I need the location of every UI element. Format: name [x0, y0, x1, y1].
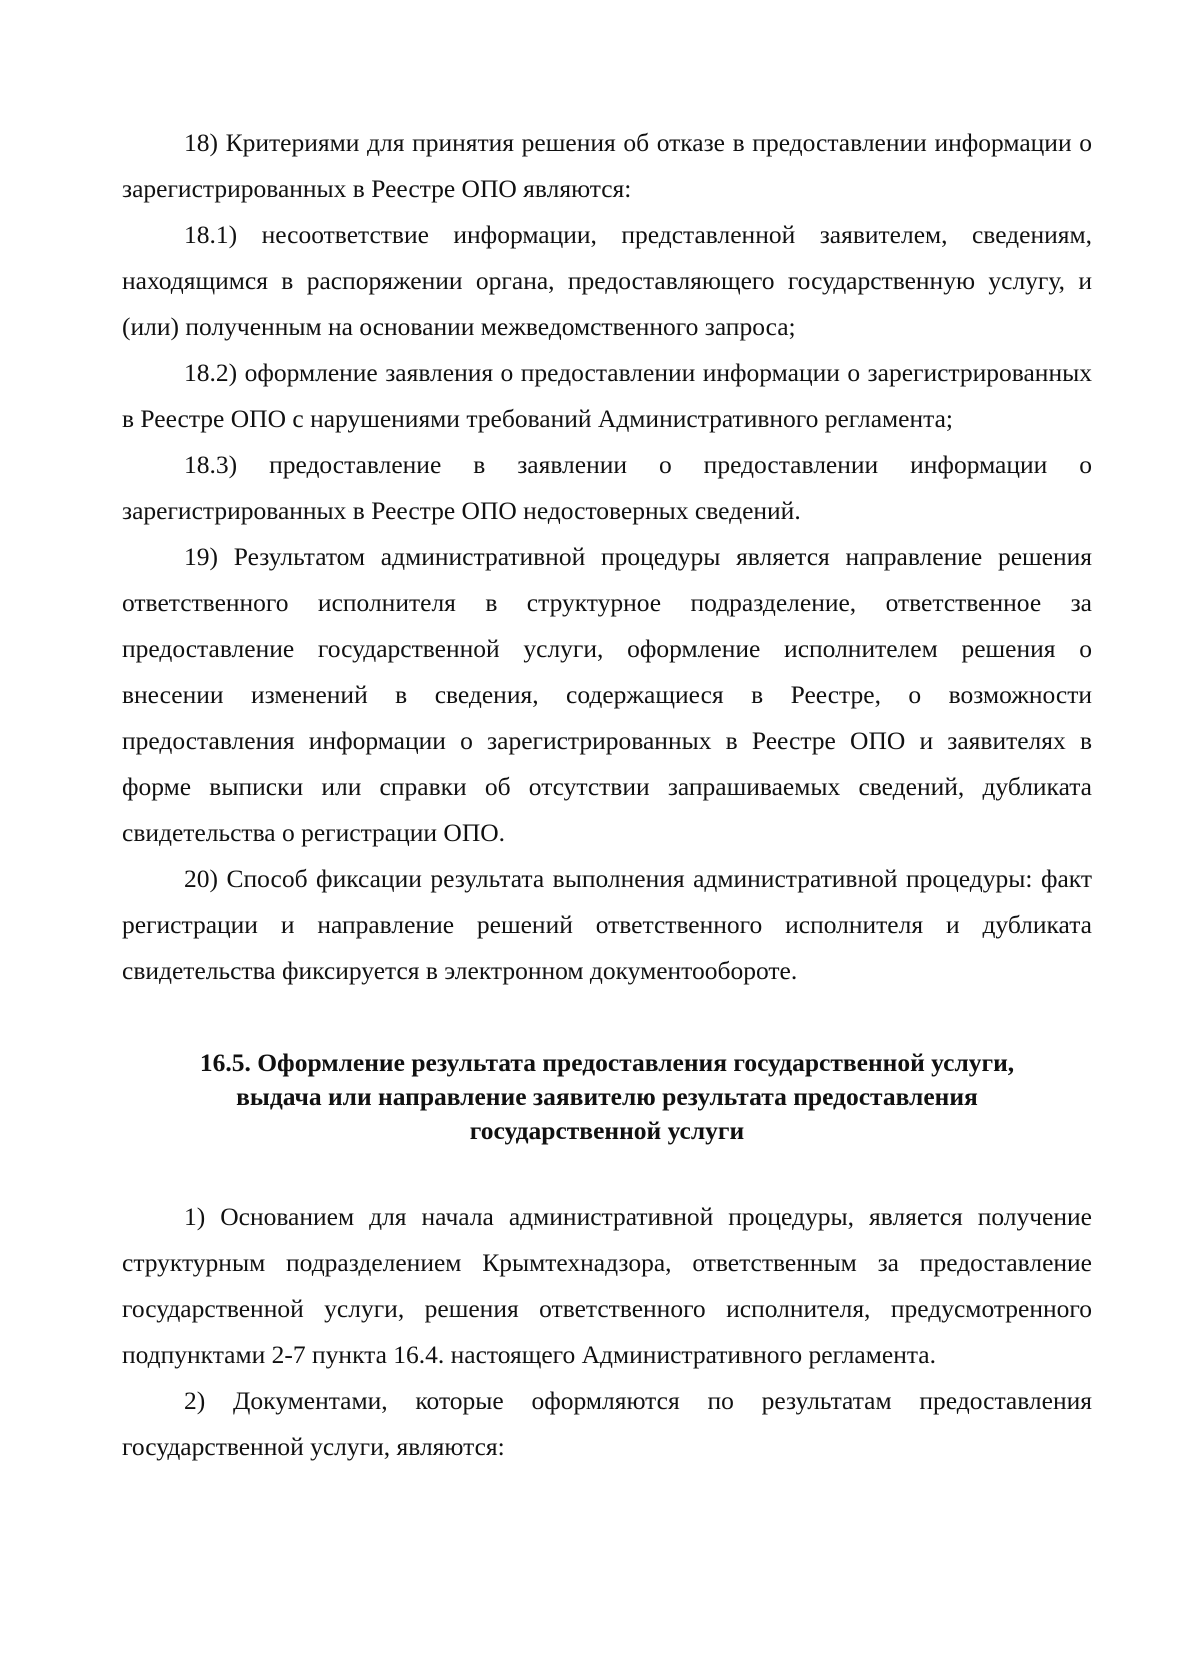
document-body [122, 120, 1092, 1470]
paragraph-1: 1) Основанием для начала административной процедуры, является получение структурным подразделением Крымтехнадзора, ответственным за предоставление государственной услуги, решения ответственного исполнителя, предусмотренного подпунктами 2-7 пункта 16.4. настоящего Административного регламента. [122, 1202, 1092, 1369]
section-heading-line: выдача или направление заявителю результата предоставления [236, 1082, 978, 1111]
paragraph-19: 19) Результатом административной процедуры является направление решения ответственного исполнителя в структурное подразделение, ответственное за предоставление государственной услуги, оформление исполнителем решения о внесении изменений в сведения, содержащиеся в Реестре, о возможности предоставления информации о зарегистрированных в Реестре ОПО и заявителях в форме выписки или справки об отсутствии запрашиваемых сведений, дубликата свидетельства о регистрации ОПО. [122, 542, 1092, 847]
section-heading-line: государственной услуги [469, 1116, 745, 1145]
paragraph-20: 20) Способ фиксации результата выполнения административной процедуры: факт регистрации и направление решений ответственного исполнителя и дубликата свидетельства фиксируется в электронном документообороте. [122, 864, 1092, 985]
paragraph-18-3: 18.3) предоставление в заявлении о предоставлении информации о зарегистрированных в Реестре ОПО недостоверных сведений. [122, 450, 1092, 525]
section-heading-line: 16.5. Оформление результата предоставления государственной услуги, [199, 1048, 1015, 1077]
paragraph-18-2: 18.2) оформление заявления о предоставлении информации о зарегистрированных в Реестре ОПО с нарушениями требований Административного регламента; [122, 358, 1092, 433]
paragraph-2: 2) Документами, которые оформляются по результатам предоставления государственной услуги, являются: [122, 1386, 1092, 1461]
paragraph-18: 18) Критериями для принятия решения об отказе в предоставлении информации о зарегистрированных в Реестре ОПО являются: [122, 128, 1092, 203]
paragraph-18-1: 18.1) несоответствие информации, представленной заявителем, сведениям, находящимся в распоряжении органа, предоставляющего государственную услугу, и (или) полученным на основании межведомственного запроса; [122, 220, 1092, 341]
section-heading-16-5 [122, 1046, 1092, 1148]
